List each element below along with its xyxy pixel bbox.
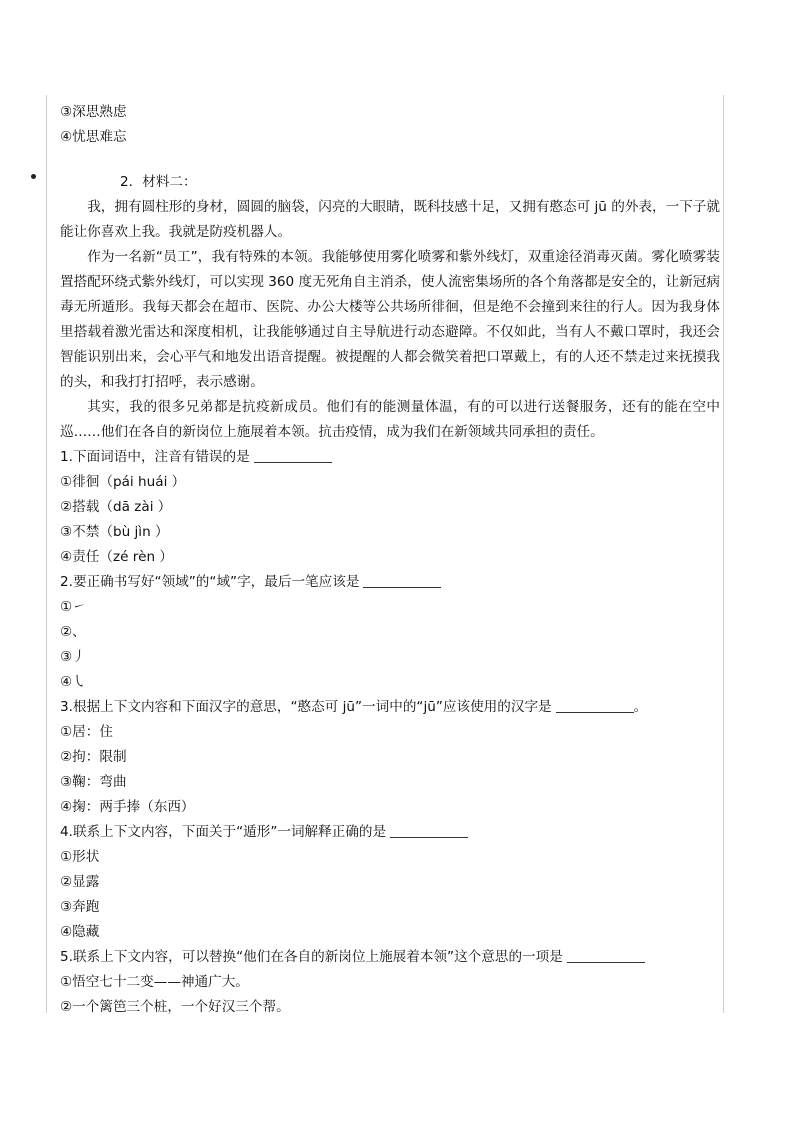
material-heading: 2．材料二：: [120, 174, 197, 190]
answer-blank[interactable]: [567, 948, 645, 963]
question-stem: 5.联系上下文内容，可以替换“他们在各自的新岗位上施展着本领”这个意思的一项是: [60, 945, 720, 970]
question-option: ②显露: [60, 874, 100, 890]
question-option: ①居：住: [60, 724, 113, 740]
question-option: ①徘徊（pái huái ）: [60, 474, 186, 490]
question-option: ③鞠：弯曲: [60, 774, 127, 790]
document-content: [60, 100, 720, 1020]
question-option: ④掬：两手捧（东西）: [60, 799, 195, 815]
question-option: ④责任（zé rèn ）: [60, 549, 173, 565]
answer-blank[interactable]: [363, 573, 441, 588]
bullet-icon: [31, 174, 36, 179]
question-option: ③丿: [60, 649, 86, 665]
question-option: ①形状: [60, 849, 100, 865]
question-stem: 1.下面词语中，注音有错误的是: [60, 445, 720, 470]
question-option: ④隐藏: [60, 924, 100, 940]
right-margin-rule: [723, 95, 724, 1013]
answer-blank[interactable]: [556, 698, 634, 713]
question-stem: 3.根据上下文内容和下面汉字的意思，“憨态可 jū”一词中的“jū”应该使用的汉字是 。: [60, 699, 648, 715]
material-paragraph: 我，拥有圆柱形的身材，圆圆的脑袋，闪亮的大眼睛，既科技感十足，又拥有憨态可 jū 的外表，一下子就能让你喜欢上我。我就是防疫机器人。: [60, 199, 720, 240]
question-option: ④㇂: [60, 674, 86, 690]
question-option: ②、: [60, 624, 86, 640]
answer-blank[interactable]: [254, 448, 332, 463]
question-option: ②拘：限制: [60, 749, 127, 765]
question-stem: 4.联系上下文内容，下面关于“遁形”一词解释正确的是: [60, 820, 720, 845]
left-margin-rule: [46, 95, 47, 1013]
material-paragraph: 作为一名新“员工”，我有特殊的本领。我能够使用雾化喷雾和紫外线灯，双重途径消毒灭菌。雾化喷雾装置搭配环绕式紫外线灯，可以实现 360 度无死角自主消杀，使人流密集场所的各个角落都是安全的，让新冠病毒无所遁形。我每天都会在超市、医院、办公大楼等公共场所徘徊，但是绝不会撞到来往的行人。因为我身体里搭载着激光雷达和深度相机，让我能够通过自主导航进行动态避障。不仅如此，当有人不戴口罩时，我还会智能识别出来，会心平气和地发出语音提醒。被提醒的人都会微笑着把口罩戴上，有的人还不禁走过来抚摸我的头，和我打打招呼，表示感谢。: [60, 249, 720, 390]
question-option: ①㇀: [60, 599, 86, 615]
question-stem: 2.要正确书写好“领域”的“域”字，最后一笔应该是: [60, 570, 720, 595]
question-option: ③奔跑: [60, 899, 100, 915]
answer-blank[interactable]: [390, 823, 468, 838]
prev-option: ④忧思难忘: [60, 129, 127, 145]
question-option: ①悟空七十二变——神通广大。: [60, 974, 249, 990]
question-option: ②搭载（dā zài ）: [60, 499, 172, 515]
prev-option: ③深思熟虑: [60, 104, 127, 120]
question-option: ③不禁（bù jìn ）: [60, 524, 169, 540]
question-option: ②一个篱笆三个桩，一个好汉三个帮。: [60, 999, 290, 1015]
material-paragraph: 其实，我的很多兄弟都是抗疫新成员。他们有的能测量体温，有的可以进行送餐服务，还有的能在空中巡……他们在各自的新岗位上施展着本领。抗击疫情，成为我们在新领域共同承担的责任。: [60, 399, 720, 440]
